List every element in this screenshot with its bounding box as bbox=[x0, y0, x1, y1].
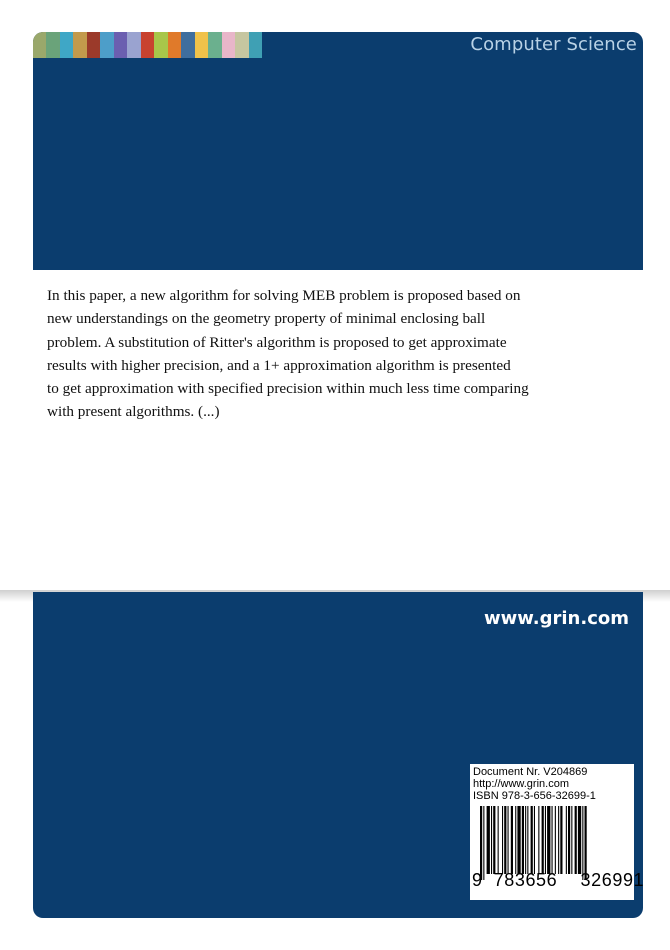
document-url[interactable]: http://www.grin.com bbox=[473, 778, 569, 790]
barcode-image bbox=[480, 806, 630, 880]
category-label: Computer Science bbox=[470, 34, 637, 55]
barcode-bar bbox=[571, 806, 572, 874]
color-stripe bbox=[181, 32, 194, 58]
website-link[interactable]: www.grin.com bbox=[484, 608, 629, 629]
color-stripe bbox=[168, 32, 181, 58]
barcode-bar bbox=[487, 806, 490, 874]
cover-top-panel bbox=[33, 32, 643, 270]
barcode-bar bbox=[491, 806, 492, 874]
color-stripe bbox=[100, 32, 113, 58]
document-info bbox=[473, 766, 596, 802]
color-stripe bbox=[33, 32, 46, 58]
barcode-bar bbox=[545, 806, 546, 874]
barcode-bar bbox=[585, 806, 587, 880]
barcode-label bbox=[470, 764, 645, 900]
color-stripe bbox=[154, 32, 167, 58]
barcode-bar bbox=[498, 806, 499, 874]
color-stripe bbox=[73, 32, 86, 58]
color-stripe-bar bbox=[33, 32, 262, 58]
barcode-digit-first: 9 bbox=[472, 870, 483, 890]
color-stripe bbox=[114, 32, 127, 58]
document-number: Document Nr. V204869 bbox=[473, 766, 588, 778]
barcode-bar bbox=[568, 806, 570, 874]
color-stripe bbox=[141, 32, 154, 58]
barcode-bar bbox=[480, 806, 482, 880]
barcode-bar bbox=[547, 806, 550, 874]
abstract-line: with present algorithms. (...) bbox=[47, 403, 220, 421]
cover-bottom-panel bbox=[33, 592, 643, 918]
barcode-bar bbox=[558, 806, 559, 874]
color-stripe bbox=[249, 32, 262, 58]
color-stripe bbox=[222, 32, 235, 58]
barcode-bar bbox=[582, 806, 583, 880]
barcode-bar bbox=[504, 806, 506, 874]
isbn-text: ISBN 978-3-656-32699-1 bbox=[473, 790, 596, 802]
barcode-bar bbox=[555, 806, 556, 874]
color-stripe bbox=[195, 32, 208, 58]
barcode-bar bbox=[560, 806, 562, 874]
color-stripe bbox=[60, 32, 73, 58]
barcode-digit-group: 326991 bbox=[580, 870, 645, 890]
barcode-bar bbox=[508, 806, 509, 874]
color-stripe bbox=[46, 32, 59, 58]
barcode-bar bbox=[566, 806, 567, 874]
color-stripe bbox=[127, 32, 140, 58]
barcode-digit-group: 783656 bbox=[493, 870, 558, 890]
barcode-bar bbox=[525, 806, 526, 874]
abstract-line: new understandings on the geometry property of minimal enclosing ball bbox=[47, 310, 486, 328]
barcode-bar bbox=[511, 806, 513, 874]
color-stripe bbox=[208, 32, 221, 58]
barcode-bar bbox=[522, 806, 524, 874]
color-stripe bbox=[235, 32, 248, 58]
barcode-bar bbox=[575, 806, 577, 874]
abstract-line: results with higher precision, and a 1+ approximation algorithm is presented bbox=[47, 356, 511, 374]
barcode-digits bbox=[470, 870, 645, 891]
abstract-text bbox=[47, 284, 607, 424]
barcode-bar bbox=[542, 806, 544, 874]
barcode-bar bbox=[493, 806, 495, 874]
barcode-bar bbox=[552, 806, 553, 874]
barcode-bar bbox=[531, 806, 533, 874]
barcode-bar bbox=[515, 806, 516, 874]
barcode-bar bbox=[527, 806, 528, 874]
barcode-bar bbox=[538, 806, 539, 874]
barcode-bar bbox=[483, 806, 484, 880]
barcode-bar bbox=[517, 806, 520, 874]
color-stripe bbox=[87, 32, 100, 58]
abstract-line: problem. A substitution of Ritter's algorithm is proposed to get approximate bbox=[47, 333, 507, 351]
barcode-bar bbox=[578, 806, 581, 874]
abstract-line: to get approximation with specified precision within much less time comparing bbox=[47, 380, 529, 398]
barcode-bar bbox=[534, 806, 535, 874]
abstract-line: In this paper, a new algorithm for solving MEB problem is proposed based on bbox=[47, 287, 521, 304]
barcode-bar bbox=[502, 806, 503, 874]
